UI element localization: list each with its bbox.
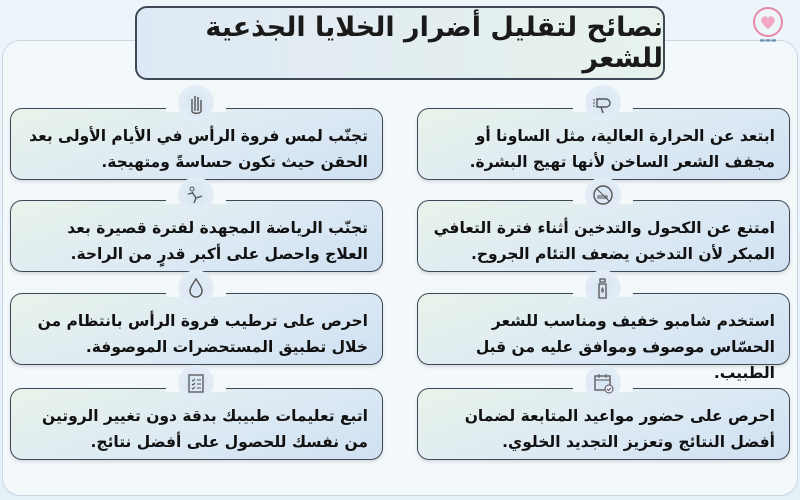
tip-text: تجنّب لمس فروة الرأس في الأيام الأولى بعد الحقن حيث تكون حساسةً ومتهيجة. — [29, 127, 368, 171]
tip-card — [10, 108, 383, 180]
exercise-icon — [178, 177, 214, 213]
hand-icon — [178, 85, 214, 121]
tip-text: ابتعد عن الحرارة العالية، مثل الساونا أو مجفف الشعر الساخن لأنها تهيج البشرة. — [469, 127, 775, 171]
tip-text: احرص على ترطيب فروة الرأس بانتظام من خلال تطبيق المستحضرات الموصوفة. — [37, 312, 368, 356]
svg-text:▬▬▬: ▬▬▬ — [759, 37, 777, 44]
shampoo-bottle-icon — [585, 270, 621, 306]
tip-text: اتبع تعليمات طبيبك بدقة دون تغيير الروتين من نفسك للحصول على أفضل نتائج. — [42, 407, 368, 451]
calendar-check-icon — [585, 365, 621, 401]
tip-card — [417, 388, 790, 460]
tip-card — [417, 293, 790, 382]
tip-text: امتنع عن الكحول والتدخين أثناء فترة التعافي المبكر لأن التدخين يضعف التئام الجروح. — [433, 219, 775, 263]
hair-dryer-icon — [585, 85, 621, 121]
checklist-icon — [178, 365, 214, 401]
tip-card — [10, 293, 383, 365]
page-title: نصائح لتقليل أضرار الخلايا الجذعية للشعر — [135, 6, 665, 80]
tip-card — [417, 108, 790, 180]
no-smoking-icon — [585, 177, 621, 213]
tip-card — [10, 388, 383, 460]
tip-text: احرص على حضور مواعيد المتابعة لضمان أفضل النتائج وتعزيز التجديد الخلوي. — [464, 407, 775, 451]
tip-card — [10, 200, 383, 272]
tip-text: تجنّب الرياضة المجهدة لفترة قصيرة بعد العلاج واحصل على أكبر قدرٍ من الراحة. — [67, 219, 368, 263]
logo-icon — [748, 4, 788, 44]
tip-card — [417, 200, 790, 272]
tip-text: استخدم شامبو خفيف ومناسب للشعر الحسّاس موصوف وموافق عليه من قبل الطبيب. — [475, 312, 775, 382]
water-drop-icon — [178, 270, 214, 306]
